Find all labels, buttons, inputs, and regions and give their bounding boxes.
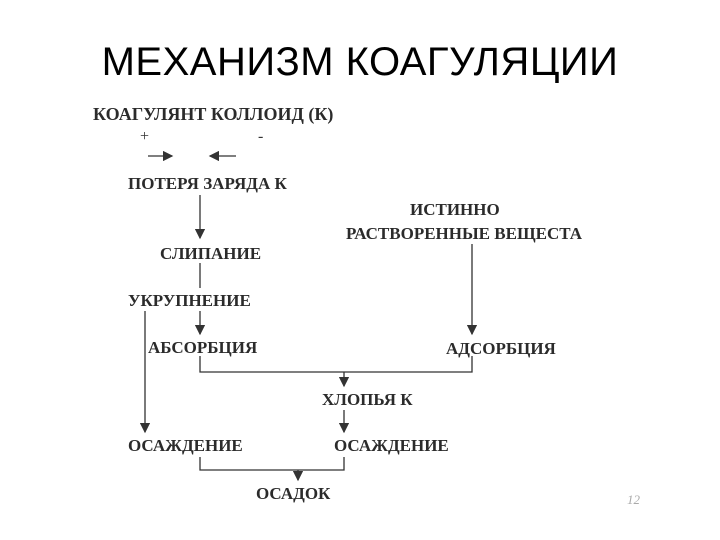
node-enlargement: УКРУПНЕНИЕ [128, 291, 251, 310]
line-merge-sedimentations [200, 457, 344, 470]
node-sedimentation-left: ОСАЖДЕНИЕ [128, 436, 243, 455]
node-adsorption: АДСОРБЦИЯ [446, 339, 556, 358]
node-true-solution-line2: РАСТВОРЕННЫЕ ВЕЩЕСТА [346, 224, 582, 243]
minus-sign: - [258, 128, 264, 145]
page-title: МЕХАНИЗМ КОАГУЛЯЦИИ [101, 40, 619, 84]
line-merge-absorption-adsorption [200, 356, 472, 372]
node-sticking: СЛИПАНИЕ [160, 244, 262, 263]
node-sediment: ОСАДОК [256, 484, 331, 503]
node-charge-loss: ПОТЕРЯ ЗАРЯДА К [128, 174, 287, 193]
plus-sign: + [140, 128, 150, 145]
node-absorption: АБСОРБЦИЯ [148, 338, 258, 357]
node-true-solution-line1: ИСТИННО [410, 200, 500, 219]
node-coagulant-colloid: КОАГУЛЯНТ КОЛЛОИД (К) [93, 104, 334, 124]
page-number: 12 [627, 492, 640, 507]
node-flakes: ХЛОПЬЯ К [322, 390, 413, 409]
node-sedimentation-right: ОСАЖДЕНИЕ [334, 436, 449, 455]
